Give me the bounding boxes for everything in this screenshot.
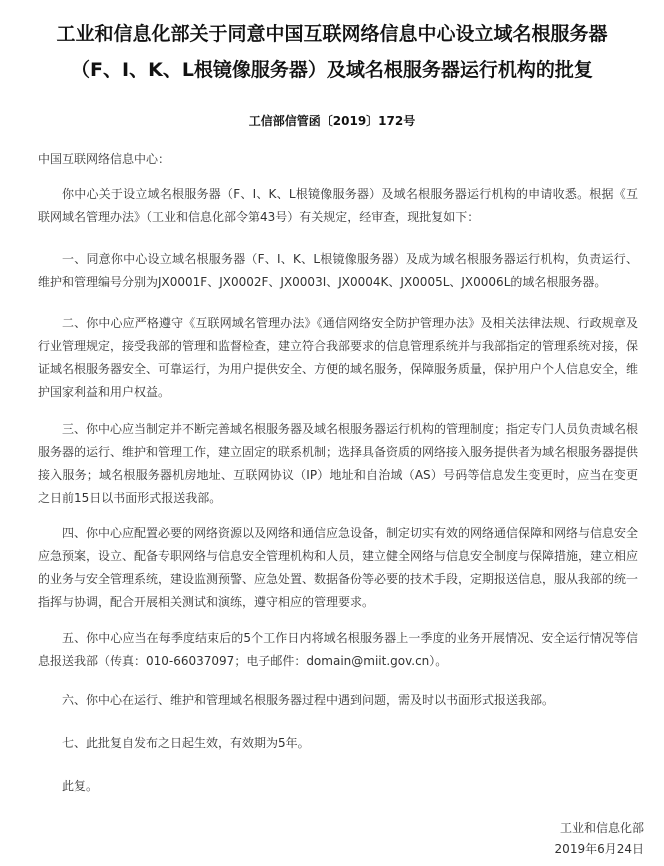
paragraph-item-2: 二、你中心应严格遵守《互联网域名管理办法》《通信网络安全防护管理办法》及相关法律法规、行政规章及行业管理规定，接受我部的管理和监督检查，建立符合我部要求的信息管理系统并与我部指定的管理系统对接，保证域名根服务器安全、可靠运行，为用户提供安全、方便的域名服务，保障服务质量，保护用户个人信息安全，维护国家利益和用户权益。 — [38, 316, 639, 399]
paragraph-intro: 你中心关于设立域名根服务器（F、I、K、L根镜像服务器）及域名根服务器运行机构的申请收悉。根据《互联网域名管理办法》（工业和信息化部令第43号）有关规定，经审查，现批复如下： — [38, 187, 638, 224]
paragraph-item-5: 五、你中心应当在每季度结束后的5个工作日内将域名根服务器上一季度的业务开展情况、安全运行情况等信息报送我部（传真：010-66037097；电子邮件：domain@miit.gov.cn）。 — [38, 631, 638, 668]
paragraph-closing: 此复。 — [62, 779, 99, 793]
signature-date: 2019年6月24日 — [554, 842, 644, 856]
paragraph-item-4: 四、你中心应配置必要的网络资源以及网络和通信应急设备，制定切实有效的网络通信保障和网络与信息安全应急预案，设立、配备专职网络与信息安全管理机构和人员，建立健全网络与信息安全制度与保障措施，建立相应的业务与安全管理系统，建设监测预警、应急处置、数据备份等必要的技术手段，定期报送信息，服从我部的统一指挥与协调，配合开展相关测试和演练，遵守相应的管理要求。 — [38, 526, 639, 609]
paragraph-item-6: 六、你中心在运行、维护和管理域名根服务器过程中遇到问题，需及时以书面形式报送我部。 — [62, 693, 555, 707]
paragraph-item-3: 三、你中心应当制定并不断完善域名根服务器及域名根服务器运行机构的管理制度；指定专门人员负责域名根服务器的运行、维护和管理工作，建立固定的联系机制；选择具备资质的网络接入服务提供者为域名根服务器提供接入服务；域名根服务器机房地址、互联网协议（IP）地址和自治域（AS）号码等信息发生变更时，应当在变更之日前15日以书面形式报送我部。 — [38, 422, 639, 505]
signature-organization: 工业和信息化部 — [559, 821, 644, 835]
document-title-line-1: 工业和信息化部关于同意中国互联网络信息中心设立域名根服务器 — [56, 23, 608, 45]
document-title-line-2: （F、I、K、L根镜像服务器）及域名根服务器运行机构的批复 — [71, 59, 593, 81]
document-number: 工信部信管函〔2019〕172号 — [248, 114, 416, 128]
paragraph-item-1: 一、同意你中心设立域名根服务器（F、I、K、L根镜像服务器）及成为域名根服务器运行机构，负责运行、维护和管理编号分别为JX0001F、JX0002F、JX0003I、JX0004K、JX0005L、JX0006L的域名根服务器。 — [38, 252, 638, 289]
salutation: 中国互联网络信息中心： — [38, 152, 171, 166]
paragraph-item-7: 七、此批复自发布之日起生效，有效期为5年。 — [62, 736, 310, 750]
